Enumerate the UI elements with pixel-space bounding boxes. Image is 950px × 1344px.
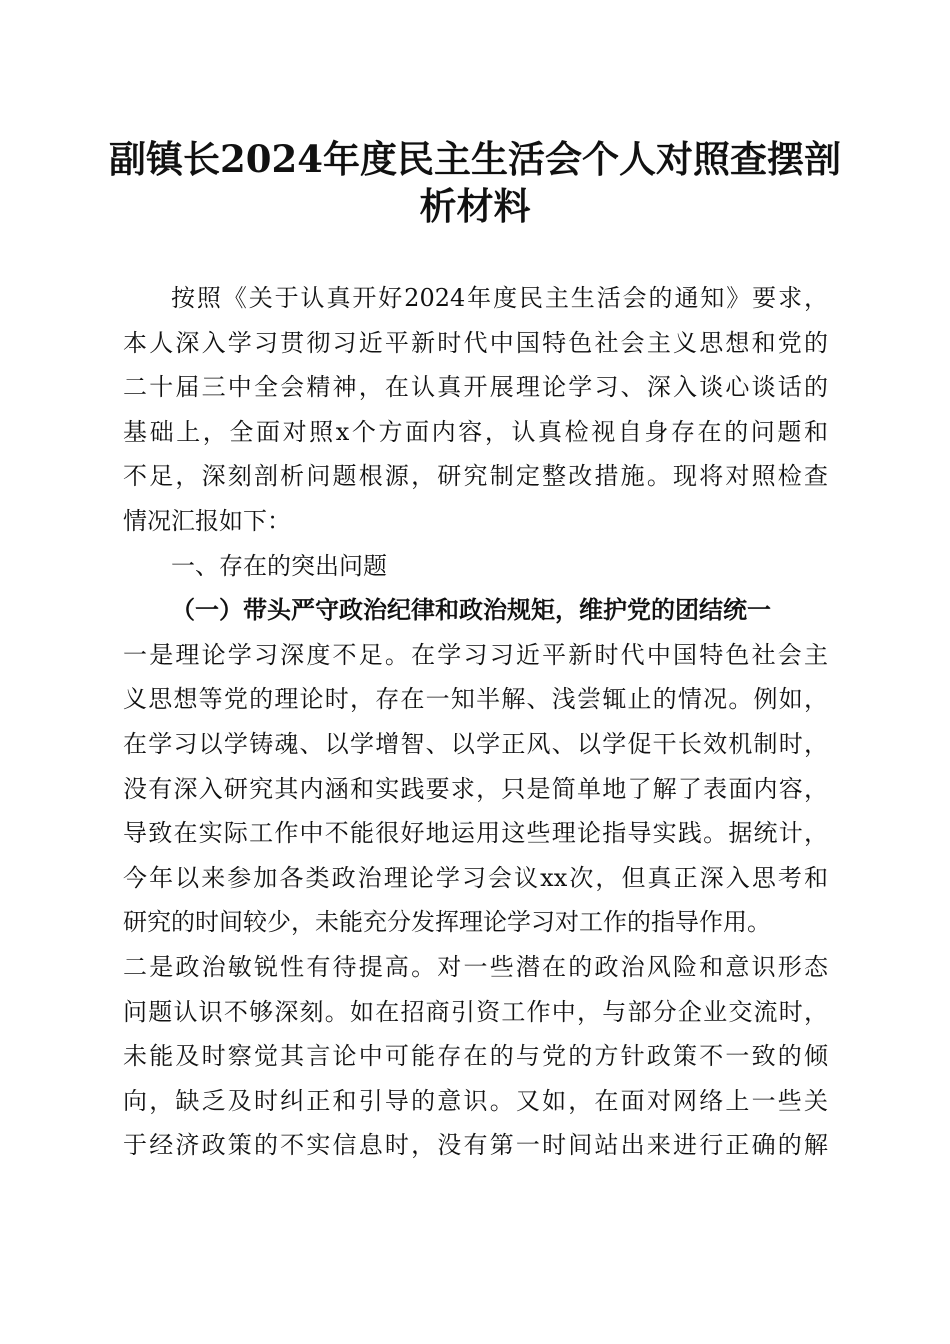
point1-line: 导致在实际工作中不能很好地运用这些理论指导实践。据统计，: [123, 819, 828, 848]
intro-line: 本人深入学习贯彻习近平新时代中国特色社会主义思想和党的: [123, 328, 828, 357]
point1-line: 在学习以学铸魂、以学增智、以学正风、以学促干长效机制时，: [123, 729, 828, 758]
point2-line: 二是政治敏锐性有待提高。对一些潜在的政治风险和意识形态: [123, 952, 828, 981]
point2-line: 于经济政策的不实信息时，没有第一时间站出来进行正确的解: [123, 1131, 828, 1160]
point2-line: 问题认识不够深刻。如在招商引资工作中，与部分企业交流时，: [123, 997, 828, 1026]
point1-line: 今年以来参加各类政治理论学习会议xx次，但真正深入思考和: [123, 863, 828, 892]
intro-line: 基础上，全面对照x个方面内容，认真检视自身存在的问题和: [123, 417, 828, 446]
document-title-line-2: 析材料: [419, 184, 531, 228]
point1-line: 没有深入研究其内涵和实践要求，只是简单地了解了表面内容，: [123, 774, 828, 803]
document-body: [123, 276, 828, 1168]
point2-line: 未能及时察觉其言论中可能存在的与党的方针政策不一致的倾: [123, 1042, 828, 1071]
intro-line: 不足，深刻剖析问题根源，研究制定整改措施。现将对照检查: [123, 462, 828, 491]
document-title-line-1: 副镇长2024年度民主生活会个人对照查摆剖: [109, 137, 841, 181]
point1-line: 义思想等党的理论时，存在一知半解、浅尝辄止的情况。例如，: [123, 685, 828, 714]
intro-line: 情况汇报如下：: [123, 506, 291, 535]
point1-line: 一是理论学习深度不足。在学习习近平新时代中国特色社会主: [123, 640, 828, 669]
intro-line: 二十届三中全会精神，在认真开展理论学习、深入谈心谈话的: [123, 373, 828, 402]
point2-line: 向，缺乏及时纠正和引导的意识。又如，在面对网络上一些关: [123, 1086, 828, 1115]
intro-line: 按照《关于认真开好2024年度民主生活会的通知》要求，: [171, 284, 828, 312]
subsection-heading: （一）带头严守政治纪律和政治规矩，维护党的团结统一: [171, 595, 771, 625]
point1-line: 研究的时间较少，未能充分发挥理论学习对工作的指导作用。: [123, 908, 771, 937]
section-heading: 一、存在的突出问题: [171, 551, 387, 580]
